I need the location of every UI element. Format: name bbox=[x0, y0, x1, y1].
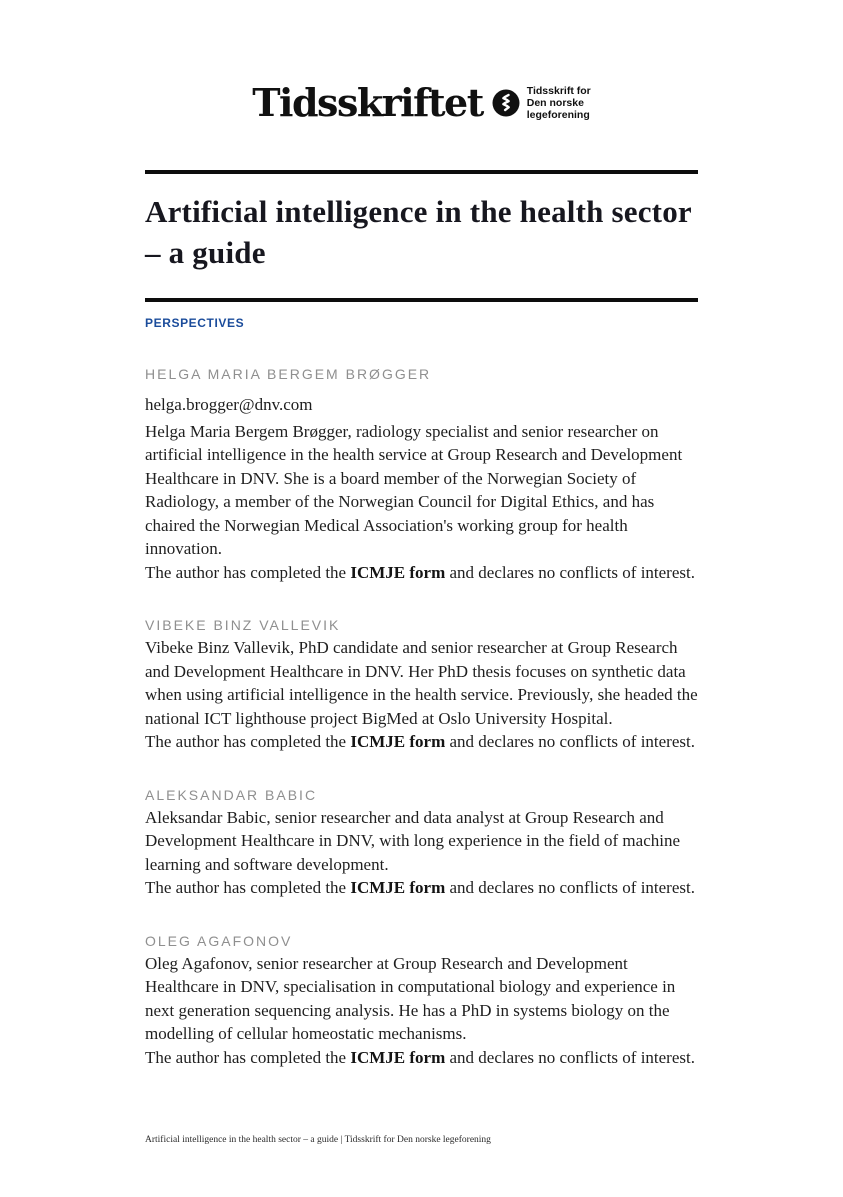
disclosure-suffix: and declares no conflicts of interest. bbox=[445, 878, 695, 897]
tagline-line-1: Tidsskrift for bbox=[526, 85, 591, 97]
author-name-heading: VIBEKE BINZ VALLEVIK bbox=[145, 617, 341, 633]
author-section bbox=[145, 787, 698, 900]
disclosure-line bbox=[145, 876, 698, 900]
page-title: Artificial intelligence in the health sector – a guide bbox=[145, 194, 692, 270]
author-name-heading: OLEG AGAFONOV bbox=[145, 932, 293, 949]
category-link-perspectives[interactable]: PERSPECTIVES bbox=[145, 316, 245, 330]
author-bio: Oleg Agafonov, senior researcher at Group Research and Development Healthcare in DNV, specialisation in computational biology and experience in next generation sequencing analysis. He has a PhD in systems biology on the modelling of cellular homeostatic mechanisms. bbox=[145, 953, 676, 1043]
tagline-line-3: legeforening bbox=[526, 109, 590, 121]
disclosure-prefix: The author has completed the bbox=[145, 732, 351, 751]
author-name-heading: ALEKSANDAR BABIC bbox=[145, 786, 318, 803]
author-name-heading: HELGA MARIA BERGEM BRØGGER bbox=[145, 366, 432, 382]
author-section bbox=[145, 617, 698, 754]
disclosure-suffix: and declares no conflicts of interest. bbox=[445, 732, 695, 751]
disclosure-suffix: and declares no conflicts of interest. bbox=[445, 1047, 695, 1067]
journal-logo[interactable] bbox=[0, 0, 843, 125]
author-section bbox=[145, 933, 698, 1070]
author-section bbox=[145, 366, 698, 584]
icmje-form-link[interactable]: ICMJE form bbox=[350, 562, 446, 582]
author-bio: Vibeke Binz Vallevik, PhD candidate and senior researcher at Group Research and Development Healthcare in DNV. Her PhD thesis focuses on synthetic data when using artificial intelligence in the health service. Previously, she headed the national ICT lighthouse project BigMed at Oslo University Hospital. bbox=[145, 638, 698, 728]
disclosure-prefix: The author has completed the bbox=[145, 878, 351, 897]
disclosure-line bbox=[145, 1046, 698, 1070]
author-bio: Aleksandar Babic, senior researcher and data analyst at Group Research and Development Healthcare in DNV, with long experience in the field of machine learning and software development. bbox=[145, 807, 681, 874]
asclepius-staff-icon bbox=[492, 89, 520, 117]
author-bio: Helga Maria Bergem Brøgger, radiology specialist and senior researcher on artificial intelligence in the health service at Group Research and Development Healthcare in DNV. She is a board member of the Norwegian Society of Radiology, a member of the Norwegian Council for Digital Ethics, and has chaired the Norwegian Medical Association's working group for health innovation. bbox=[145, 421, 683, 558]
icmje-form-link[interactable]: ICMJE form bbox=[350, 1047, 446, 1067]
disclosure-prefix: The author has completed the bbox=[145, 1047, 351, 1067]
author-email-link[interactable]: helga.brogger@dnv.com bbox=[145, 395, 313, 414]
footer-citation: Artificial intelligence in the health sector – a guide | Tidsskrift for Den norske legeforening bbox=[145, 1135, 491, 1145]
icmje-form-link[interactable]: ICMJE form bbox=[350, 732, 446, 751]
disclosure-prefix: The author has completed the bbox=[145, 562, 351, 582]
disclosure-suffix: and declares no conflicts of interest. bbox=[445, 562, 695, 582]
title-divider-rule bbox=[145, 298, 698, 302]
disclosure-line bbox=[145, 561, 698, 585]
disclosure-line bbox=[145, 730, 698, 754]
journal-tagline bbox=[527, 85, 591, 121]
top-divider-rule bbox=[145, 170, 698, 174]
journal-wordmark: Tidsskriftet bbox=[252, 80, 483, 125]
icmje-form-link[interactable]: ICMJE form bbox=[350, 878, 446, 897]
tagline-line-2: Den norske bbox=[526, 97, 584, 109]
